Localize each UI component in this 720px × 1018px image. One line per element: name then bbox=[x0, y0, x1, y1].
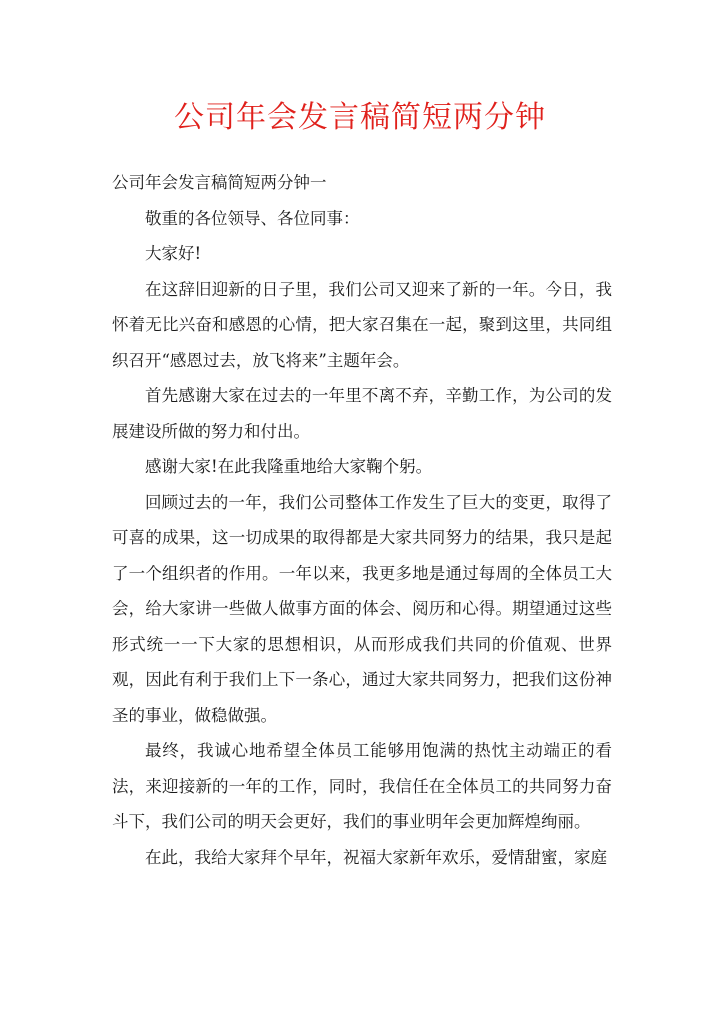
document-body bbox=[112, 165, 612, 875]
section-heading: 公司年会发言稿简短两分钟一 bbox=[112, 173, 327, 192]
paragraph-bow: 感谢大家!在此我隆重地给大家鞠个躬。 bbox=[145, 457, 433, 476]
paragraph-greeting: 大家好! bbox=[145, 244, 202, 263]
paragraph-opening: 在这辞旧迎新的日子里，我们公司又迎来了新的一年。今日，我怀着无比兴奋和感恩的心情，把大家召集在一起，聚到这里，共同组织召开“感恩过去，放飞将来”主题年会。 bbox=[112, 279, 612, 370]
paragraph-salutation: 敬重的各位领导、各位同事： bbox=[145, 208, 360, 228]
paragraph-thanks: 首先感谢大家在过去的一年里不离不弃，辛勤工作，为公司的发展建设所做的努力和付出。 bbox=[112, 386, 612, 441]
paragraph-hope: 最终，我诚心地希望全体员工能够用饱满的热忱主动端正的看法，来迎接新的一年的工作，同时，我信任在全体员工的共同努力奋斗下，我们公司的明天会更好，我们的事业明年会更加辉煌绚丽。 bbox=[112, 741, 612, 831]
document-title: 公司年会发言稿简短两分钟 bbox=[174, 100, 546, 135]
paragraph-wishes: 在此，我给大家拜个早年，祝福大家新年欢乐，爱情甜蜜，家庭 bbox=[145, 847, 607, 867]
paragraph-review: 回顾过去的一年，我们公司整体工作发生了巨大的变更，取得了可喜的成果，这一切成果的取得都是大家共同努力的结果，我只是起了一个组织者的作用。一年以来，我更多地是通过每周的全体员工大会，给大家讲一些做人做事方面的体会、阅历和心得。期望通过这些形式统一一下大家的思想相识，从而形成我们共同的价值观、世界观，因此有利于我们上下一条心，通过大家共同努力，把我们这份神圣的事业，做稳做强。 bbox=[112, 492, 612, 725]
